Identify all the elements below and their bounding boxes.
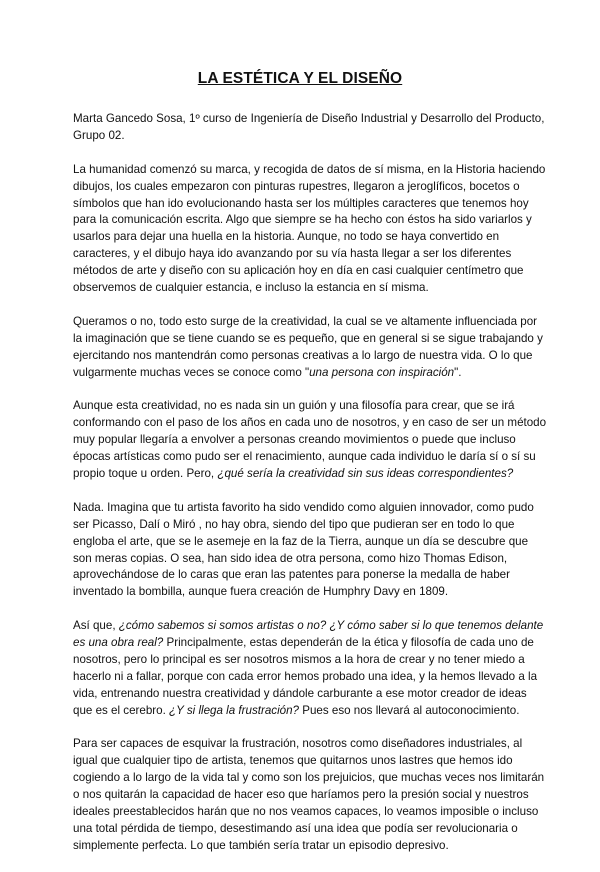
- text-line: [73, 263, 553, 280]
- text-segment: dibujos, los cuales empezaron con pinturas rupestres, llegaron a jeroglíficos, bocetos o: [73, 179, 520, 193]
- text-line: [73, 128, 553, 145]
- text-segment: son meras copias. O sea, han sido idea de otra persona, como hizo Thomas Edison,: [73, 551, 508, 565]
- text-segment: observemos de cualquier estancia, e incluso la estancia en sí misma.: [73, 281, 429, 295]
- text-line: [73, 432, 553, 449]
- text-line: [73, 466, 553, 483]
- text-segment: igual que cualquier tipo de artista, tenemos que quitarnos unos lastres que hemos ido: [73, 754, 513, 768]
- text-line: [73, 821, 553, 838]
- text-segment: métodos de arte y diseño con su aplicación hoy en día en casi cualquier centímetro que: [73, 264, 524, 278]
- text-line: [73, 635, 553, 652]
- text-line: [73, 534, 553, 551]
- document-body: [73, 111, 553, 872]
- text-segment: cogiendo a lo largo de la vida tal y como son los prejuicios, que muchas veces nos limitarán: [73, 771, 545, 785]
- text-segment: épocas artísticas como pudo ser el renacimiento, aunque cada individuo le daría sí o sí su: [73, 450, 536, 464]
- text-line: [73, 111, 553, 128]
- text-segment: muy popular llegaría a envolver a personas creando movimientos o puede que incluso: [73, 433, 516, 447]
- italic-text: ¿cómo sabemos si somos artistas o no? ¿Y cómo saber si lo que tenemos delante: [118, 619, 544, 633]
- text-line: [73, 703, 553, 720]
- text-line: [73, 348, 553, 365]
- text-line: [73, 179, 553, 196]
- text-segment: Para ser capaces de esquivar la frustración, nosotros como diseñadores industriales, al: [73, 737, 523, 751]
- paragraph: [73, 500, 553, 601]
- text-line: [73, 618, 553, 635]
- text-segment: Grupo 02.: [73, 128, 125, 142]
- text-line: [73, 331, 553, 348]
- text-line: [73, 838, 553, 855]
- text-segment: ser Picasso, Dalí o Miró , no hay obra, siendo del tipo que pudieran ser en todo lo que: [73, 517, 515, 531]
- text-segment: La humanidad comenzó su marca, y recogida de datos de sí misma, en la Historia haciendo: [73, 162, 546, 176]
- text-segment: vida, entrenando nuestra creatividad y dándole carburante a ese motor creador de ideas: [73, 686, 527, 700]
- text-line: [73, 212, 553, 229]
- text-segment: simplemente perfecta. Lo que también sería tratar un episodio depresivo.: [73, 838, 449, 852]
- text-line: [73, 804, 553, 821]
- text-line: [73, 770, 553, 787]
- italic-text: una persona con inspiración: [309, 365, 455, 379]
- text-line: [73, 669, 553, 686]
- text-segment: caracteres, y el dibujo haya ido avanzando por su vía hasta llegar a ser los diferentes: [73, 247, 512, 261]
- text-line: [73, 196, 553, 213]
- text-line: [73, 567, 553, 584]
- text-segment: inventado la bombilla, aunque fuera creación de Humphry Davy en 1809.: [73, 585, 449, 599]
- text-segment: nosotros, pero lo principal es ser nosotros mismos a la hora de crear y no tener miedo a: [73, 652, 525, 666]
- text-segment: una total pérdida de tiempo, desestimando así una idea que podía ser revolucionaria o: [73, 821, 518, 835]
- author-line: [73, 111, 553, 145]
- text-segment: Nada. Imagina que tu artista favorito ha sido vendido como alguien innovador, como pudo: [73, 500, 534, 514]
- text-segment: propio toque u orden. Pero,: [73, 466, 218, 480]
- text-line: [73, 500, 553, 517]
- document-title: LA ESTÉTICA Y EL DISEÑO: [197, 70, 403, 87]
- text-line: [73, 584, 553, 601]
- text-line: [73, 314, 553, 331]
- text-line: [73, 652, 553, 669]
- text-segment: ideales preestablecidos harán que no nos veamos capaces, lo veamos imposible o incluso: [73, 805, 539, 819]
- text-line: [73, 162, 553, 179]
- paragraph: [73, 618, 553, 719]
- italic-text: ¿Y si llega la frustración?: [169, 703, 299, 717]
- text-line: [73, 229, 553, 246]
- text-segment: usarlos para dejar una huella en la historia. Aunque, no todo se haya convertido en: [73, 230, 500, 244]
- text-line: [73, 398, 553, 415]
- paragraph: [73, 314, 553, 382]
- text-segment: que es el cerebro.: [73, 703, 170, 717]
- text-segment: conformando con el paso de los años en cada uno de nosotros, y en caso de ser un método: [73, 416, 547, 430]
- text-line: [73, 686, 553, 703]
- text-segment: Así que,: [73, 619, 119, 633]
- text-segment: ".: [454, 365, 462, 379]
- text-line: [73, 280, 553, 297]
- paragraph: [73, 736, 553, 854]
- text-segment: o nos quitarán la capacidad de hacer eso que haríamos pero la presión social y nuestros: [73, 788, 529, 802]
- text-segment: Principalmente, estas dependerán de la ética y filosofía de cada uno de: [163, 636, 534, 650]
- italic-text: es una obra real?: [73, 636, 164, 650]
- text-line: [73, 551, 553, 568]
- text-segment: Aunque esta creatividad, no es nada sin un guión y una filosofía para crear, que se irá: [73, 399, 515, 413]
- text-segment: vulgarmente muchas veces se conoce como ": [73, 365, 310, 379]
- paragraph: [73, 398, 553, 483]
- text-segment: hacerlo ni a fallar, porque con cada error hemos probado una idea, y la hemos llevado a la: [73, 669, 538, 683]
- text-segment: Pues eso nos llevará al autoconocimiento.: [299, 703, 520, 717]
- text-segment: la imaginación que se tiene cuando se es pequeño, que en general si se sigue trabajando y: [73, 331, 543, 345]
- text-segment: engloba el arte, que se le asemeje en la faz de la Tierra, aunque un día se descubre que: [73, 534, 529, 548]
- text-line: [73, 517, 553, 534]
- paragraph: [73, 162, 553, 297]
- text-segment: Marta Gancedo Sosa, 1º curso de Ingeniería de Diseño Industrial y Desarrollo del Producto,: [73, 112, 545, 125]
- text-segment: símbolos que han ido evolucionando hasta ser los múltiples caracteres que tenemos hoy: [73, 196, 529, 210]
- text-segment: para la comunicación escrita. Algo que siempre se ha hecho con éstos ha sido variarlos y: [73, 213, 532, 227]
- text-segment: aprovechándose de lo caras que eran las patentes para ponerse la medalla de haber: [73, 568, 510, 582]
- text-line: [73, 365, 553, 382]
- text-line: [73, 246, 553, 263]
- text-line: [73, 449, 553, 466]
- italic-text: ¿qué sería la creatividad sin sus ideas correspondientes?: [217, 466, 514, 480]
- text-segment: Queramos o no, todo esto surge de la creatividad, la cual se ve altamente influenciada por: [73, 314, 538, 328]
- text-line: [73, 753, 553, 770]
- text-line: [73, 415, 553, 432]
- text-line: [73, 736, 553, 753]
- text-line: [73, 787, 553, 804]
- text-segment: ejercitando nos mantendrán como personas creativas a lo largo de nuestra vida. O lo que: [73, 348, 533, 362]
